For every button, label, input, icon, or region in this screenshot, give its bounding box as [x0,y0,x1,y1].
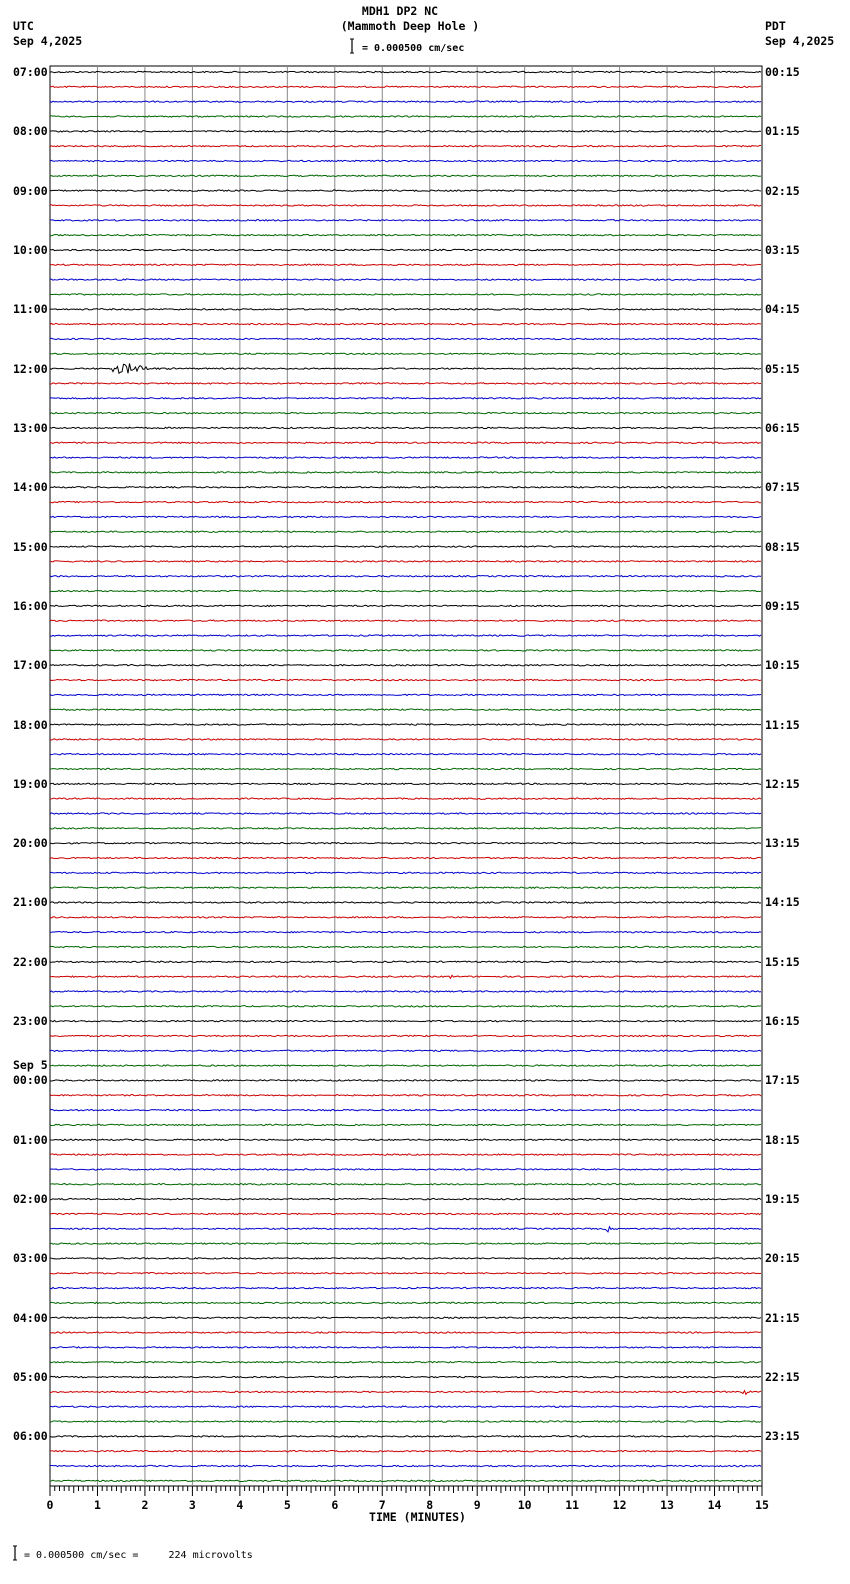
left-date: Sep 4,2025 [13,34,83,48]
right-hour-label: 04:15 [765,302,800,317]
left-hour-label: 11:00 [13,302,48,317]
trace-line [50,363,761,373]
x-tick-label: 4 [236,1498,244,1512]
right-timezone: PDT [765,19,786,33]
left-hour-label: 08:00 [13,124,48,139]
trace-line [50,264,761,265]
right-hour-label: 19:15 [765,1192,800,1207]
x-tick-label: 9 [473,1498,481,1512]
left-hour-label: 22:00 [13,954,48,969]
trace-line [50,86,761,87]
right-hour-label: 16:15 [765,1014,800,1029]
trace-line [50,576,761,577]
x-tick-label: 12 [612,1498,627,1512]
trace-line [50,1184,761,1185]
right-hour-label: 14:15 [765,895,800,910]
trace-line [50,1169,761,1170]
trace-line [50,1124,761,1125]
trace-line [50,501,761,502]
x-tick-label: 0 [46,1498,54,1512]
trace-line [50,472,761,473]
left-hour-label: 13:00 [13,420,48,435]
trace-line [50,1095,761,1096]
trace-line [50,442,761,443]
x-tick-label: 8 [426,1498,434,1512]
left-hour-label: 14:00 [13,480,48,495]
left-hour-label: 02:00 [13,1192,48,1207]
left-hour-label: 15:00 [13,539,48,554]
trace-line [50,561,761,562]
x-tick-label: 6 [331,1498,339,1512]
trace-line [50,1362,761,1363]
left-hour-label: 20:00 [13,836,48,851]
trace-line [50,427,761,428]
trace-line [50,516,761,517]
trace-line [50,605,761,606]
right-hour-label: 22:15 [765,1370,800,1385]
trace-line [50,724,761,725]
right-hour-label: 15:15 [765,954,800,969]
trace-line [50,975,761,978]
trace-line [50,294,761,295]
trace-line [50,71,761,72]
trace-line [50,590,761,591]
station-name: (Mammoth Deep Hole ) [340,19,480,33]
x-tick-label: 7 [378,1498,386,1512]
x-tick-label: 5 [283,1498,291,1512]
trace-line [50,1139,761,1140]
trace-line [50,946,761,947]
right-hour-label: 13:15 [765,836,800,851]
right-hour-label: 17:15 [765,1073,800,1088]
trace-line [50,1006,761,1007]
trace-line [50,1020,761,1021]
trace-line [50,665,761,666]
right-hour-label: 07:15 [765,480,800,495]
right-hour-label: 01:15 [765,124,800,139]
trace-line [50,487,761,488]
trace-line [50,1317,761,1318]
x-tick-label: 15 [755,1498,769,1512]
trace-line [50,190,761,191]
left-hour-label: 19:00 [13,776,48,791]
trace-line [50,1302,761,1303]
trace-line [50,1258,761,1259]
trace-line [50,1227,761,1232]
right-hour-label: 18:15 [765,1132,800,1147]
trace-line [50,116,761,117]
trace-line [50,412,761,413]
right-hour-label: 09:15 [765,598,800,613]
trace-line [50,842,761,843]
trace-line [50,931,761,932]
left-hour-label: 05:00 [13,1370,48,1385]
trace-line [50,383,761,384]
trace-line [50,131,761,132]
trace-line [50,679,761,680]
trace-line [50,1273,761,1274]
trace-line [50,323,761,324]
right-hour-label: 08:15 [765,539,800,554]
trace-line [50,1436,761,1437]
trace-line [50,635,761,636]
trace-line [50,991,761,992]
trace-line [50,857,761,858]
x-tick-label: 1 [93,1498,101,1512]
trace-line [50,828,761,829]
trace-line [50,353,761,354]
trace-line [50,205,761,206]
right-hour-label: 02:15 [765,183,800,198]
trace-line [50,1332,761,1333]
left-hour-label: 16:00 [13,598,48,613]
x-tick-label: 10 [517,1498,532,1512]
trace-line [50,249,761,250]
trace-line [50,1109,761,1110]
right-hour-label: 03:15 [765,242,800,257]
trace-line [50,1080,761,1081]
trace-line [50,1213,761,1214]
trace-line [50,279,761,280]
x-axis-label: TIME (MINUTES) [369,1510,466,1524]
trace-line [50,887,761,888]
left-hour-label: 00:00 [13,1073,48,1088]
trace-line [50,398,761,399]
right-date: Sep 4,2025 [765,34,835,48]
trace-line [50,160,761,161]
footer-scale-note: = 0.000500 cm/sec = 224 microvolts [24,1550,253,1561]
trace-line [50,1198,761,1199]
trace-line [50,309,761,310]
right-hour-label: 21:15 [765,1310,800,1325]
trace-line [50,783,761,784]
right-hour-label: 00:15 [765,65,800,79]
right-hour-label: 11:15 [765,717,800,732]
trace-line [50,872,761,873]
left-hour-label: 03:00 [13,1251,48,1266]
left-hour-label: 06:00 [13,1429,48,1444]
trace-line [50,1035,761,1036]
scale-label: = 0.000500 cm/sec [362,43,465,54]
trace-line [50,1450,761,1451]
right-hour-label: 10:15 [765,658,800,673]
trace-line [50,620,761,621]
trace-line [50,1154,761,1155]
left-hour-label: 07:00 [13,65,48,79]
trace-line [50,1376,761,1377]
trace-line [50,101,761,102]
trace-line [50,1406,761,1407]
left-timezone: UTC [13,19,34,33]
right-hour-label: 12:15 [765,776,800,791]
x-tick-label: 2 [141,1498,149,1512]
trace-line [50,961,761,962]
trace-line [50,917,761,918]
right-hour-label: 20:15 [765,1251,800,1266]
right-hour-label: 05:15 [765,361,800,376]
left-hour-label: 01:00 [13,1132,48,1147]
trace-line [50,753,761,754]
trace-line [50,1465,761,1466]
trace-line [50,234,761,235]
left-hour-label: 12:00 [13,361,48,376]
trace-line [50,768,761,769]
left-hour-label: 04:00 [13,1310,48,1325]
x-tick-label: 11 [565,1498,580,1512]
trace-line [50,457,761,458]
left-hour-label: 17:00 [13,658,48,673]
trace-line [50,1065,761,1066]
station-code: MDH1 DP2 NC [361,4,439,18]
trace-line [50,709,761,710]
x-tick-label: 13 [660,1498,674,1512]
trace-line [50,694,761,695]
left-hour-label: 21:00 [13,895,48,910]
left-hour-label: 18:00 [13,717,48,732]
trace-line [50,1347,761,1348]
left-hour-label: 23:00 [13,1014,48,1029]
left-hour-label: 10:00 [13,242,48,257]
trace-line [50,1287,761,1288]
x-tick-label: 3 [188,1498,196,1512]
day-change-label: Sep 5 [13,1058,48,1073]
trace-line [50,338,761,339]
trace-line [50,220,761,221]
trace-line [50,546,761,547]
trace-line [50,798,761,799]
trace-line [50,650,761,651]
trace-line [50,739,761,740]
trace-line [50,1480,761,1481]
trace-line [50,531,761,532]
right-hour-label: 23:15 [765,1429,800,1444]
left-hour-label: 09:00 [13,183,48,198]
trace-line [50,175,761,176]
trace-line [50,1050,761,1051]
trace-line [50,145,761,146]
x-tick-label: 14 [707,1498,722,1512]
trace-line [50,1243,761,1244]
trace-line [50,902,761,903]
trace-line [50,1391,761,1395]
trace-line [50,1421,761,1422]
right-hour-label: 06:15 [765,420,800,435]
trace-line [50,813,761,814]
